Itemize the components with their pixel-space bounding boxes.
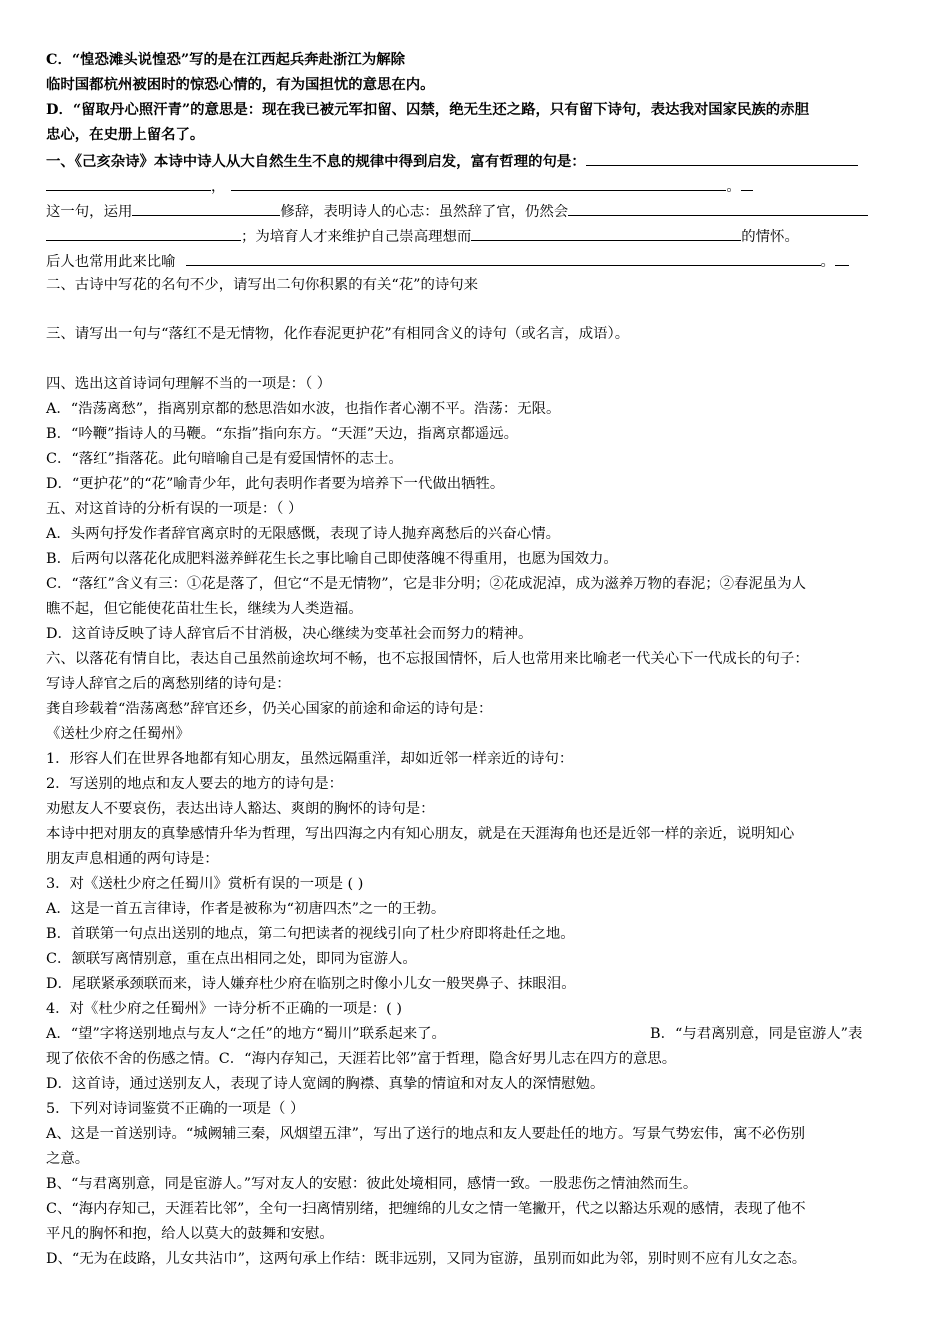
text-line: 现了依依不舍的伤感之情。C．“海内存知己，天涯若比邻”富于哲理，隐含好男儿志在四方的意思。 (46, 1051, 677, 1067)
text-line: 忠心，在史册上留名了。 (46, 126, 205, 143)
text-line: B．“吟鞭”指诗人的马鞭。“东指”指向东方。“天涯”天边，指离京都遥远。 (46, 426, 519, 442)
text-line: ， 。 (46, 175, 753, 197)
text-line: 瞧不起，但它能使花苗壮生长，继续为人类造福。 (46, 601, 363, 617)
text-line: 《送杜少府之任蜀州》 (46, 726, 190, 742)
text-line: A．这是一首五言律诗，作者是被称为“初唐四杰”之一的王勃。 (46, 901, 446, 917)
text-line: A．“浩荡离愁”，指离别京都的愁思浩如水波，也指作者心潮不平。浩荡：无限。 (46, 401, 561, 417)
text-line: 5．下列对诗词鉴赏不正确的一项是（ ） (46, 1101, 305, 1117)
text-line: D、“无为在歧路，儿女共沾巾”，这两句承上作结：既非远别，又同为宦游，虽别而如此为邻，别时则不应有儿女之态。 (46, 1251, 807, 1267)
text-line: C．“落红”指落花。此句暗喻自己是有爱国情怀的志士。 (46, 451, 403, 467)
answer-blank[interactable] (231, 175, 726, 191)
text-line: C．“惶恐滩头说惶恐”写的是在江西起兵奔赴浙江为解除 (46, 51, 405, 68)
text-line: 三、请写出一句与“落红不是无情物，化作春泥更护花”有相同含义的诗句（或名言，成语）。 (46, 326, 630, 342)
text-line: ；为培育人才来维护自己崇高理想而 的情怀。 (46, 225, 799, 247)
text-line: D．“留取丹心照汗青”的意思是：现在我已被元军扣留、囚禁，绝无生还之路，只有留下诗句，表达我对国家民族的赤胆 (46, 101, 809, 118)
text-line: 六、以落花有情自比，表达自己虽然前途坎坷不畅，也不忘报国情怀，后人也常用来比喻老一代关心下一代成长的句子： (46, 651, 809, 667)
text-line: B．首联第一句点出送别的地点，第二句把读者的视线引向了杜少府即将赴任之地。 (46, 926, 575, 942)
text-line: C、“海内存知己，天涯若比邻”，全句一扫离情别绪，把缠绵的儿女之情一笔撇开，代之以豁达乐观的感情，表现了他不 (46, 1201, 806, 1217)
text-line: 一、《己亥杂诗》本诗中诗人从大自然生生不息的规律中得到启发，富有哲理的句是： (46, 150, 858, 172)
text-line: D．“更护花”的“花”喻青少年，此句表明作者要为培养下一代做出牺牲。 (46, 476, 505, 492)
text-line: 劝慰友人不要哀伤，表达出诗人豁达、爽朗的胸怀的诗句是： (46, 801, 435, 817)
text-line: D．尾联紧承颈联而来，诗人嫌弃杜少府在临别之时像小儿女一般哭鼻子、抹眼泪。 (46, 976, 576, 992)
answer-blank[interactable] (568, 200, 868, 216)
text-line: 龚自珍载着“浩荡离愁”辞官还乡，仍关心国家的前途和命运的诗句是： (46, 701, 493, 717)
answer-blank[interactable] (186, 250, 821, 266)
text-line: 4．对《杜少府之任蜀州》一诗分析不正确的一项是：( ) (46, 1001, 402, 1017)
text-line: 1．形容人们在世界各地都有知心朋友，虽然远隔重洋，却如近邻一样亲近的诗句： (46, 751, 574, 767)
text-line: 3．对《送杜少府之任蜀川》赏析有误的一项是 ( ) (46, 876, 364, 892)
text-line: 本诗中把对朋友的真挚感情升华为哲理，写出四海之内有知心朋友，就是在天涯海角也还是近邻一样的亲近，说明知心 (46, 826, 795, 842)
text-line: 写诗人辞官之后的离愁别绪的诗句是： (46, 676, 291, 692)
text-line: A．“望”字将送别地点与友人“之任”的地方“蜀川”联系起来了。 (46, 1026, 446, 1042)
text-line: 2．写送别的地点和友人要去的地方的诗句是： (46, 776, 343, 792)
answer-blank[interactable] (835, 250, 849, 266)
text-line: 二、古诗中写花的名句不少，请写出二句你积累的有关“花”的诗句来 (46, 277, 479, 293)
text-line: D．这首诗，通过送别友人，表现了诗人宽阔的胸襟、真挚的情谊和对友人的深情慰勉。 (46, 1076, 605, 1092)
answer-blank[interactable] (471, 225, 741, 241)
text-line: B、“与君离别意，同是宦游人。”写对友人的安慰：彼此处境相同，感情一致。一股悲伤之情油然而生。 (46, 1176, 698, 1192)
answer-blank[interactable] (586, 150, 858, 166)
text-line: 之意。 (46, 1151, 90, 1167)
text-line: 临时国都杭州被困时的惊恐心情的，有为国担忧的意思在内。 (46, 76, 435, 93)
text-line: C．“落红”含义有三：①花是落了，但它“不是无情物”，它是非分明；②花成泥淖，成为滋养万物的春泥；②春泥虽为人 (46, 576, 806, 592)
text-line: 后人也常用此来比喻 。 (46, 250, 849, 272)
answer-blank[interactable] (132, 200, 280, 216)
text-line: D．这首诗反映了诗人辞官后不甘消极，决心继续为变革社会而努力的精神。 (46, 626, 533, 642)
text-line: 这一句，运用 修辞，表明诗人的心志：虽然辞了官，仍然会 (46, 200, 868, 222)
text-line: 四、选出这首诗词句理解不当的一项是：（ ） (46, 376, 332, 392)
answer-blank[interactable] (46, 175, 211, 191)
text-line: C．颔联写离情别意，重在点出相同之处，即同为宦游人。 (46, 951, 417, 967)
text-line: 五、对这首诗的分析有误的一项是：（ ） (46, 501, 303, 517)
text-line: B．后两句以落花化成肥料滋养鲜花生长之事比喻自己即使落魄不得重用，也愿为国效力。 (46, 551, 618, 567)
answer-blank[interactable] (741, 175, 753, 191)
text-line: B．“与君离别意，同是宦游人”表 (650, 1026, 863, 1042)
answer-blank[interactable] (46, 225, 241, 241)
text-line: A．头两句抒发作者辞官离京时的无限感慨，表现了诗人抛弃离愁后的兴奋心情。 (46, 526, 561, 542)
text-line: 朋友声息相通的两句诗是： (46, 851, 219, 867)
text-line: A、这是一首送别诗。“城阙辅三秦，风烟望五津”，写出了送行的地点和友人要赴任的地方。写景气势宏伟，寓不必伤别 (46, 1126, 806, 1142)
text-line: 平凡的胸怀和抱，给人以莫大的鼓舞和安慰。 (46, 1226, 334, 1242)
